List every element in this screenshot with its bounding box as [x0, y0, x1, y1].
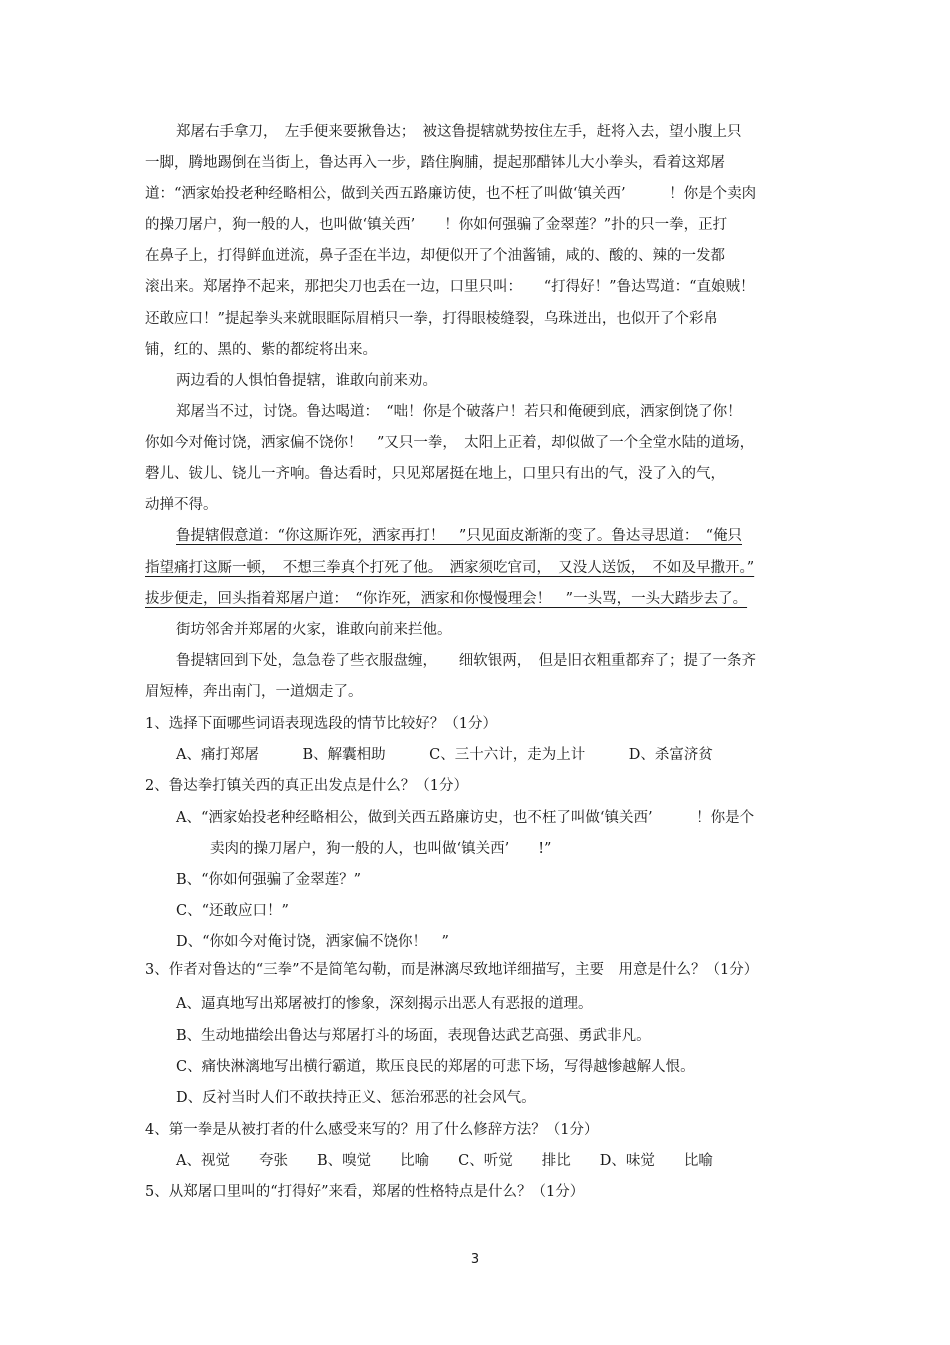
- question-4: 4、第一拳是从被打者的什么感受来写的？用了什么修辞方法？（1分）: [145, 1122, 599, 1138]
- passage-line: 动掸不得。: [145, 497, 218, 513]
- page-number: 3: [470, 1252, 480, 1267]
- question-1-options: A、痛打郑屠 B、解囊相助 C、三十六计，走为上计 D、杀富济贫: [176, 747, 713, 763]
- underlined-passage-line: 指望痛打这厮一顿， 不想三拳真个打死了他。 洒家须吃官司， 又没人送饭， 不如及早撒开。”: [145, 560, 755, 576]
- passage-line: 还敢应口！”提起拳头来就眼眶际眉梢只一拳，打得眼棱缝裂，乌珠迸出，也似开了个彩帛: [145, 311, 718, 327]
- question-2-option-a: A、“洒家始投老种经略相公，做到关西五路廉访史，也不枉了叫做‘镇关西’ ！你是个: [176, 810, 755, 826]
- passage-line: 磬儿、钹儿、铙儿一齐响。鲁达看时，只见郑屠挺在地上，口里只有出的气，没了入的气，: [145, 466, 725, 482]
- question-2-option-a-cont: 卖肉的操刀屠户，狗一般的人，也叫做‘镇关西’ !”: [210, 841, 552, 857]
- question-3: 3、作者对鲁达的“三拳”不是简笔勾勒，而是淋漓尽致地详细描写，主要 用意是什么？（1分）: [145, 962, 759, 978]
- passage-line: 郑屠当不过，讨饶。鲁达喝道： “咄！你是个破落户！若只和俺硬到底，洒家倒饶了你！: [176, 404, 742, 420]
- question-2-option-c: C、“还敢应口！”: [176, 903, 289, 919]
- passage-line: 一脚，腾地踢倒在当街上，鲁达再入一步，踏住胸脯，提起那醋钵儿大小拳头，看着这郑屠: [145, 155, 725, 171]
- underlined-passage-line: 鲁提辖假意道：“你这厮诈死，洒家再打！ ”只见面皮渐渐的变了。鲁达寻思道： “俺只: [176, 528, 742, 544]
- passage-line: 的操刀屠户，狗一般的人，也叫做‘镇关西’ ！你如何强骗了金翠莲？”扑的只一拳，正打: [145, 217, 728, 233]
- question-2: 2、鲁达拳打镇关西的真正出发点是什么？（1分）: [145, 778, 468, 794]
- passage-line: 铺，红的、黑的、紫的都绽将出来。: [145, 342, 377, 358]
- question-5: 5、从郑屠口里叫的“打得好”来看，郑屠的性格特点是什么？（1分）: [145, 1184, 585, 1200]
- question-3-option-b: B、生动地描绘出鲁达与郑屠打斗的场面，表现鲁达武艺高强、勇武非凡。: [176, 1028, 651, 1044]
- passage-line: 鲁提辖回到下处，急急卷了些衣服盘缠， 细软银两， 但是旧衣粗重都弃了；提了一条齐: [176, 653, 756, 669]
- passage-line: 眉短棒，奔出南门，一道烟走了。: [145, 684, 363, 700]
- question-2-option-d: D、“你如今对俺讨饶，洒家偏不饶你！ ”: [176, 934, 449, 950]
- underlined-passage-line: 拔步便走，回头指着郑屠户道： “你诈死，洒家和你慢慢理会！ ”一头骂，一头大踏步去了。: [145, 591, 748, 607]
- passage-line: 滚出来。郑屠挣不起来，那把尖刀也丢在一边，口里只叫： “打得好！”鲁达骂道：“直娘贼！: [145, 279, 755, 295]
- question-3-option-d: D、反衬当时人们不敢扶持正义、惩治邪恶的社会风气。: [176, 1090, 536, 1106]
- question-1: 1、选择下面哪些词语表现选段的情节比较好？（1分）: [145, 716, 497, 732]
- passage-line: 街坊邻舍并郑屠的火家，谁敢向前来拦他。: [176, 622, 452, 638]
- passage-line: 郑屠右手拿刀， 左手便来要揪鲁达； 被这鲁提辖就势按住左手，赶将入去，望小腹上只: [176, 124, 742, 140]
- question-3-option-c: C、痛快淋漓地写出横行霸道，欺压良民的郑屠的可悲下场，写得越惨越解人恨。: [176, 1059, 695, 1075]
- passage-line: 道：“洒家始投老种经略相公，做到关西五路廉访使，也不枉了叫做‘镇关西’ ！你是个卖肉: [145, 186, 757, 202]
- passage-line: 你如今对俺讨饶，洒家偏不饶你！ ”又只一拳， 太阳上正着，却似做了一个全堂水陆的道场，: [145, 435, 755, 451]
- passage-line: 两边看的人惧怕鲁提辖，谁敢向前来劝。: [176, 373, 437, 389]
- passage-line: 在鼻子上，打得鲜血迸流，鼻子歪在半边，却便似开了个油酱铺，咸的、酸的、辣的一发都: [145, 248, 725, 264]
- question-2-option-b: B、“你如何强骗了金翠莲？”: [176, 872, 361, 888]
- question-4-options: A、视觉 夸张 B、嗅觉 比喻 C、听觉 排比 D、味觉 比喻: [176, 1153, 713, 1169]
- question-3-option-a: A、逼真地写出郑屠被打的惨象，深刻揭示出恶人有恶报的道理。: [176, 996, 593, 1012]
